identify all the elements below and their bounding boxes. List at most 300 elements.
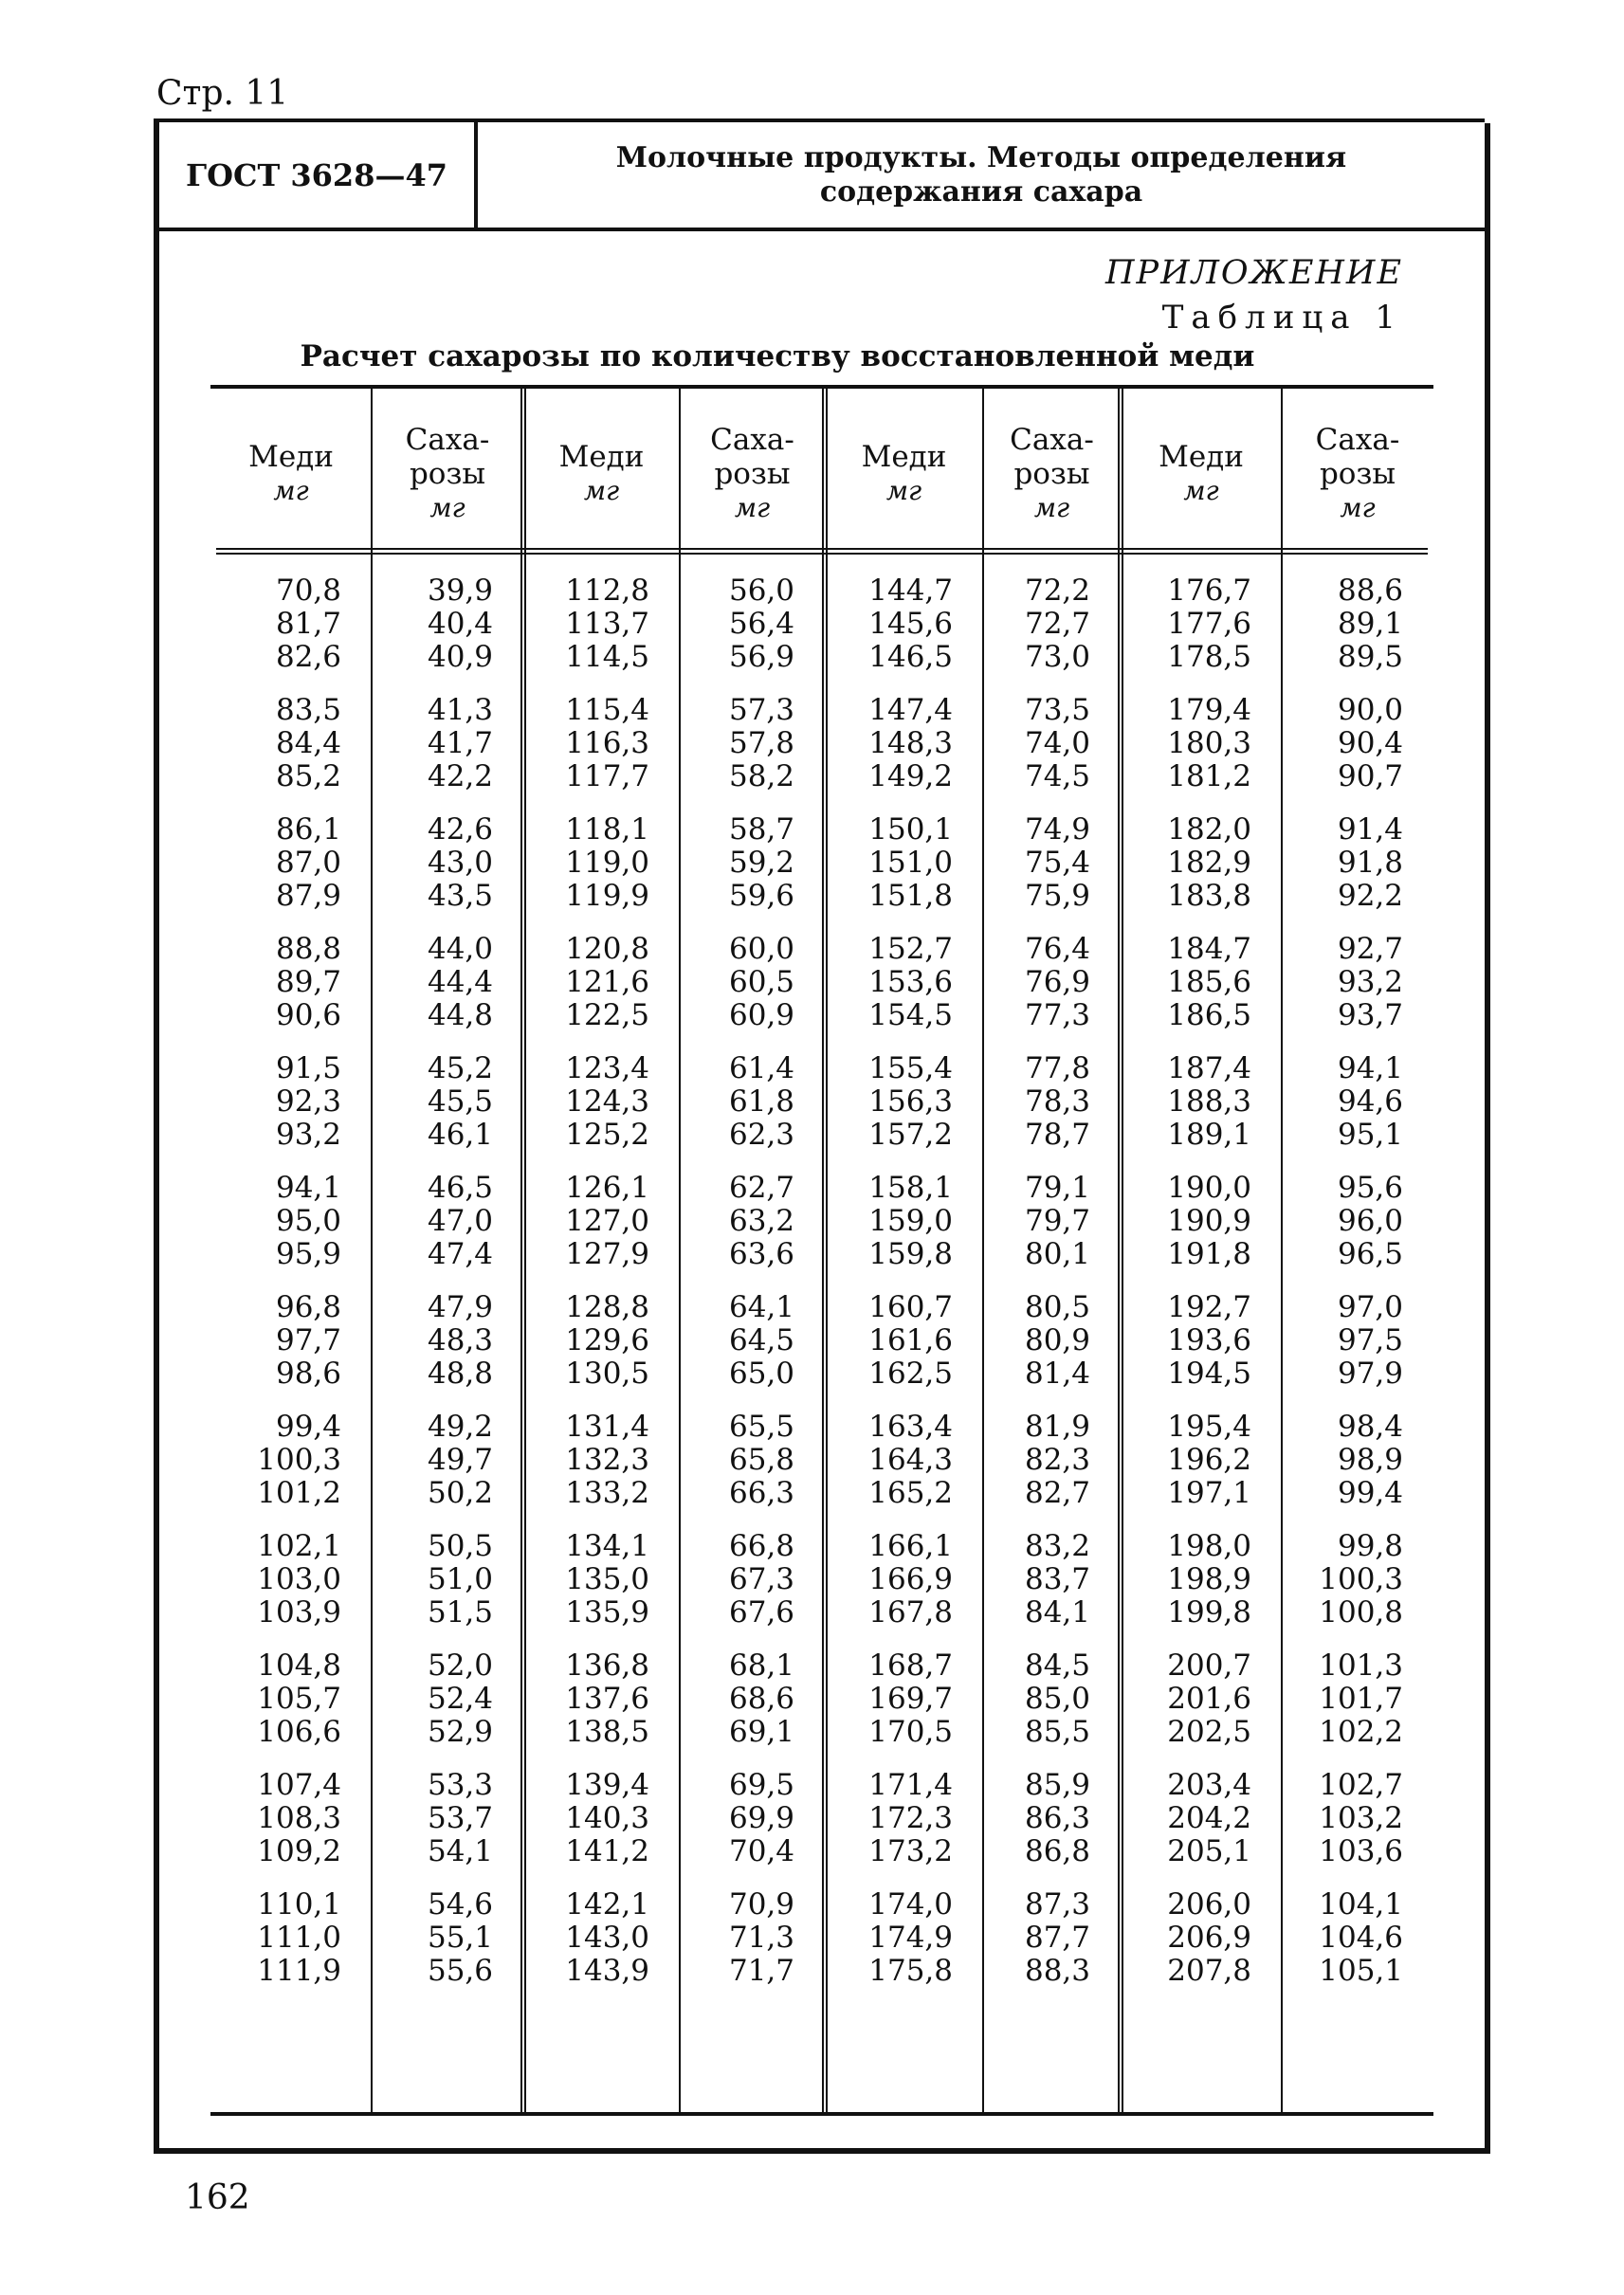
copper-value: 97,7 <box>275 1323 341 1357</box>
row-group <box>210 1769 341 1868</box>
copper-value: 156,3 <box>868 1084 953 1119</box>
sucrose-value: 47,0 <box>427 1204 493 1238</box>
sucrose-value: 41,7 <box>427 726 493 760</box>
header-label: Меди <box>1159 440 1244 474</box>
sucrose-value: 52,0 <box>427 1648 493 1683</box>
row-group <box>210 1291 341 1391</box>
header-unit: мг <box>273 475 309 506</box>
copper-value: 98,6 <box>275 1357 341 1391</box>
sucrose-header <box>680 408 825 540</box>
row-group <box>210 1649 341 1749</box>
sucrose-value: 74,0 <box>1024 726 1090 760</box>
row-group <box>523 933 649 1032</box>
sucrose-column <box>680 574 794 2008</box>
header-label: Меди <box>248 440 334 474</box>
row-group <box>680 1291 794 1391</box>
row-group <box>1121 574 1251 674</box>
sucrose-value: 80,9 <box>1024 1323 1090 1357</box>
row-group <box>1121 1172 1251 1271</box>
copper-value: 113,7 <box>565 607 649 641</box>
row-group <box>523 1530 649 1630</box>
row-group <box>680 933 794 1032</box>
sucrose-value: 93,2 <box>1337 965 1403 999</box>
sucrose-value: 66,3 <box>728 1476 794 1510</box>
row-group <box>372 933 493 1032</box>
sucrose-value: 88,6 <box>1337 574 1403 608</box>
sucrose-value: 99,4 <box>1337 1476 1403 1510</box>
copper-value: 182,0 <box>1167 812 1251 847</box>
copper-value: 184,7 <box>1167 932 1251 966</box>
copper-value: 153,6 <box>868 965 953 999</box>
sucrose-value: 96,5 <box>1337 1237 1403 1271</box>
copper-value: 152,7 <box>868 932 953 966</box>
sucrose-value: 69,5 <box>728 1768 794 1802</box>
copper-value: 129,6 <box>565 1323 649 1357</box>
sucrose-value: 49,2 <box>427 1410 493 1444</box>
sucrose-value: 39,9 <box>427 574 493 608</box>
sucrose-value: 84,5 <box>1024 1648 1090 1683</box>
copper-header <box>825 408 983 540</box>
copper-value: 81,7 <box>275 607 341 641</box>
row-group <box>680 1411 794 1510</box>
row-group <box>1121 1291 1251 1391</box>
row-group <box>1121 1411 1251 1510</box>
sucrose-value: 93,7 <box>1337 998 1403 1032</box>
copper-value: 177,6 <box>1167 607 1251 641</box>
header-unit: мг <box>885 475 922 506</box>
sucrose-value: 60,9 <box>728 998 794 1032</box>
copper-value: 88,8 <box>275 932 341 966</box>
copper-value: 172,3 <box>868 1801 953 1835</box>
copper-value: 205,1 <box>1167 1834 1251 1868</box>
copper-value: 101,2 <box>257 1476 341 1510</box>
sucrose-value: 83,7 <box>1024 1562 1090 1596</box>
sucrose-value: 47,4 <box>427 1237 493 1271</box>
page-label: Стр. 11 <box>156 74 289 113</box>
sucrose-value: 50,2 <box>427 1476 493 1510</box>
copper-value: 141,2 <box>565 1834 649 1868</box>
header-label: Саха- <box>1315 423 1400 457</box>
header-label: розы <box>1319 457 1396 491</box>
copper-value: 180,3 <box>1167 726 1251 760</box>
row-group <box>210 574 341 674</box>
sucrose-value: 100,8 <box>1319 1595 1403 1630</box>
copper-value: 171,4 <box>868 1768 953 1802</box>
sucrose-value: 100,3 <box>1319 1562 1403 1596</box>
row-group <box>523 574 649 674</box>
copper-column <box>825 574 953 2008</box>
row-group <box>825 1172 953 1271</box>
row-group <box>523 1052 649 1152</box>
row-group <box>523 1411 649 1510</box>
sucrose-value: 69,1 <box>728 1715 794 1749</box>
copper-value: 192,7 <box>1167 1290 1251 1324</box>
sucrose-value: 76,9 <box>1024 965 1090 999</box>
copper-value: 193,6 <box>1167 1323 1251 1357</box>
sucrose-header <box>372 408 523 540</box>
copper-value: 133,2 <box>565 1476 649 1510</box>
copper-value: 204,2 <box>1167 1801 1251 1835</box>
sucrose-value: 82,7 <box>1024 1476 1090 1510</box>
header-label: розы <box>409 457 486 491</box>
copper-value: 104,8 <box>257 1648 341 1683</box>
row-group <box>983 1291 1090 1391</box>
row-group <box>372 813 493 913</box>
row-group <box>825 1888 953 1988</box>
copper-value: 199,8 <box>1167 1595 1251 1630</box>
copper-value: 122,5 <box>565 998 649 1032</box>
sucrose-value: 78,3 <box>1024 1084 1090 1119</box>
copper-value: 198,9 <box>1167 1562 1251 1596</box>
sucrose-value: 97,0 <box>1337 1290 1403 1324</box>
row-group <box>1282 574 1403 674</box>
copper-value: 87,9 <box>275 879 341 913</box>
sucrose-value: 45,5 <box>427 1084 493 1119</box>
sucrose-value: 85,5 <box>1024 1715 1090 1749</box>
copper-value: 178,5 <box>1167 640 1251 674</box>
header-label: Меди <box>558 440 645 474</box>
sucrose-value: 51,5 <box>427 1595 493 1630</box>
copper-value: 86,1 <box>275 812 341 847</box>
copper-value: 190,0 <box>1167 1171 1251 1205</box>
sucrose-value: 73,0 <box>1024 640 1090 674</box>
row-group <box>1282 1888 1403 1988</box>
sucrose-value: 87,7 <box>1024 1921 1090 1955</box>
row-group <box>210 1530 341 1630</box>
copper-value: 154,5 <box>868 998 953 1032</box>
sucrose-value: 58,7 <box>728 812 794 847</box>
row-group <box>1121 1530 1251 1630</box>
row-group <box>1282 933 1403 1032</box>
sucrose-value: 68,1 <box>728 1648 794 1683</box>
row-group <box>825 574 953 674</box>
copper-value: 162,5 <box>868 1357 953 1391</box>
sucrose-value: 84,1 <box>1024 1595 1090 1630</box>
sucrose-value: 53,7 <box>427 1801 493 1835</box>
copper-value: 128,8 <box>565 1290 649 1324</box>
row-group <box>1282 1530 1403 1630</box>
sucrose-value: 57,8 <box>728 726 794 760</box>
row-group <box>680 1530 794 1630</box>
copper-value: 137,6 <box>565 1682 649 1716</box>
sucrose-value: 65,8 <box>728 1443 794 1477</box>
row-group <box>825 933 953 1032</box>
sucrose-value: 41,3 <box>427 693 493 727</box>
copper-header <box>523 408 680 540</box>
row-group <box>1282 694 1403 793</box>
header-unit: мг <box>1340 492 1376 523</box>
row-group <box>372 1769 493 1868</box>
copper-value: 174,9 <box>868 1921 953 1955</box>
copper-value: 121,6 <box>565 965 649 999</box>
sucrose-value: 56,4 <box>728 607 794 641</box>
sucrose-value: 43,0 <box>427 846 493 880</box>
row-group <box>825 813 953 913</box>
copper-value: 131,4 <box>565 1410 649 1444</box>
row-group <box>1121 813 1251 913</box>
sucrose-value: 74,9 <box>1024 812 1090 847</box>
copper-value: 194,5 <box>1167 1357 1251 1391</box>
row-group <box>825 1530 953 1630</box>
copper-value: 83,5 <box>275 693 341 727</box>
copper-value: 170,5 <box>868 1715 953 1749</box>
sucrose-value: 59,2 <box>728 846 794 880</box>
row-group <box>680 813 794 913</box>
copper-value: 123,4 <box>565 1051 649 1085</box>
copper-value: 120,8 <box>565 932 649 966</box>
sucrose-value: 97,5 <box>1337 1323 1403 1357</box>
header-unit: мг <box>429 492 465 523</box>
sucrose-value: 91,4 <box>1337 812 1403 847</box>
document-title <box>478 122 1485 228</box>
copper-value: 136,8 <box>565 1648 649 1683</box>
copper-value: 95,9 <box>275 1237 341 1271</box>
sucrose-value: 96,0 <box>1337 1204 1403 1238</box>
sucrose-value: 90,7 <box>1337 759 1403 793</box>
sucrose-value: 54,6 <box>427 1887 493 1922</box>
sucrose-value: 75,4 <box>1024 846 1090 880</box>
row-group <box>1121 1769 1251 1868</box>
standard-code: ГОСТ 3628—47 <box>159 122 478 228</box>
sucrose-value: 98,4 <box>1337 1410 1403 1444</box>
copper-value: 185,6 <box>1167 965 1251 999</box>
copper-value: 96,8 <box>275 1290 341 1324</box>
row-group <box>983 1052 1090 1152</box>
sucrose-value: 97,9 <box>1337 1357 1403 1391</box>
sucrose-value: 44,8 <box>427 998 493 1032</box>
sucrose-value: 83,2 <box>1024 1529 1090 1563</box>
copper-value: 95,0 <box>275 1204 341 1238</box>
row-group <box>210 1052 341 1152</box>
copper-value: 151,8 <box>868 879 953 913</box>
sucrose-value: 78,7 <box>1024 1118 1090 1152</box>
row-group <box>1282 1411 1403 1510</box>
sucrose-value: 71,3 <box>728 1921 794 1955</box>
copper-value: 114,5 <box>565 640 649 674</box>
copper-value: 190,9 <box>1167 1204 1251 1238</box>
sucrose-header <box>983 408 1121 540</box>
copper-value: 135,0 <box>565 1562 649 1596</box>
copper-value: 174,0 <box>868 1887 953 1922</box>
sucrose-value: 90,4 <box>1337 726 1403 760</box>
sucrose-value: 52,9 <box>427 1715 493 1749</box>
copper-value: 94,1 <box>275 1171 341 1205</box>
sucrose-value: 53,3 <box>427 1768 493 1802</box>
copper-value: 111,0 <box>257 1921 341 1955</box>
sucrose-value: 58,2 <box>728 759 794 793</box>
row-group <box>1282 813 1403 913</box>
sucrose-value: 63,2 <box>728 1204 794 1238</box>
sucrose-value: 75,9 <box>1024 879 1090 913</box>
sucrose-value: 77,3 <box>1024 998 1090 1032</box>
sucrose-value: 46,1 <box>427 1118 493 1152</box>
copper-value: 87,0 <box>275 846 341 880</box>
copper-value: 206,9 <box>1167 1921 1251 1955</box>
row-group <box>523 1172 649 1271</box>
row-group <box>825 1411 953 1510</box>
row-group <box>680 694 794 793</box>
sucrose-value: 60,0 <box>728 932 794 966</box>
sucrose-value: 70,9 <box>728 1887 794 1922</box>
sucrose-value: 48,3 <box>427 1323 493 1357</box>
copper-value: 105,7 <box>257 1682 341 1716</box>
header-label: Саха- <box>405 423 490 457</box>
sucrose-value: 44,0 <box>427 932 493 966</box>
header-unit: мг <box>734 492 771 523</box>
row-group <box>523 813 649 913</box>
sucrose-value: 91,8 <box>1337 846 1403 880</box>
sucrose-value: 40,4 <box>427 607 493 641</box>
header-label: Саха- <box>1010 423 1094 457</box>
sucrose-value: 88,3 <box>1024 1954 1090 1988</box>
header-label: Саха- <box>710 423 794 457</box>
copper-value: 143,0 <box>565 1921 649 1955</box>
copper-value: 135,9 <box>565 1595 649 1630</box>
sucrose-value: 69,9 <box>728 1801 794 1835</box>
copper-value: 151,0 <box>868 846 953 880</box>
copper-value: 183,8 <box>1167 879 1251 913</box>
frame-left-rule <box>154 118 159 2154</box>
row-group <box>983 694 1090 793</box>
row-group <box>210 1172 341 1271</box>
sucrose-value: 102,7 <box>1319 1768 1403 1802</box>
row-group <box>372 1888 493 1988</box>
row-group <box>825 1649 953 1749</box>
copper-value: 186,5 <box>1167 998 1251 1032</box>
row-group <box>210 813 341 913</box>
copper-value: 167,8 <box>868 1595 953 1630</box>
sucrose-value: 72,2 <box>1024 574 1090 608</box>
copper-value: 163,4 <box>868 1410 953 1444</box>
row-group <box>983 1769 1090 1868</box>
row-group <box>210 1411 341 1510</box>
row-group <box>1282 1291 1403 1391</box>
sucrose-value: 73,5 <box>1024 693 1090 727</box>
copper-value: 130,5 <box>565 1357 649 1391</box>
sucrose-value: 94,1 <box>1337 1051 1403 1085</box>
sucrose-header <box>1282 408 1433 540</box>
sucrose-value: 50,5 <box>427 1529 493 1563</box>
row-group <box>680 1769 794 1868</box>
row-group <box>210 1888 341 1988</box>
copper-value: 91,5 <box>275 1051 341 1085</box>
sucrose-value: 86,8 <box>1024 1834 1090 1868</box>
table-number: Таблица 1 <box>1161 299 1403 337</box>
sucrose-value: 64,1 <box>728 1290 794 1324</box>
row-group <box>983 574 1090 674</box>
sucrose-value: 74,5 <box>1024 759 1090 793</box>
sucrose-value: 72,7 <box>1024 607 1090 641</box>
row-group <box>372 1291 493 1391</box>
sucrose-value: 44,4 <box>427 965 493 999</box>
copper-value: 200,7 <box>1167 1648 1251 1683</box>
copper-value: 90,6 <box>275 998 341 1032</box>
copper-value: 189,1 <box>1167 1118 1251 1152</box>
sucrose-value: 65,0 <box>728 1357 794 1391</box>
sucrose-value: 54,1 <box>427 1834 493 1868</box>
copper-value: 181,2 <box>1167 759 1251 793</box>
copper-value: 207,8 <box>1167 1954 1251 1988</box>
row-group <box>680 1052 794 1152</box>
row-group <box>1282 1649 1403 1749</box>
row-group <box>372 1052 493 1152</box>
appendix-title: ПРИЛОЖЕНИЕ <box>1105 254 1403 292</box>
document-title-line-2: содержания сахара <box>819 174 1143 209</box>
row-group <box>372 1411 493 1510</box>
sucrose-value: 99,8 <box>1337 1529 1403 1563</box>
row-group <box>825 1291 953 1391</box>
sucrose-value: 70,4 <box>728 1834 794 1868</box>
copper-value: 111,9 <box>257 1954 341 1988</box>
sucrose-column <box>1282 574 1403 2008</box>
sucrose-value: 95,1 <box>1337 1118 1403 1152</box>
sucrose-value: 51,0 <box>427 1562 493 1596</box>
row-group <box>1121 694 1251 793</box>
copper-value: 103,9 <box>257 1595 341 1630</box>
row-group <box>983 1530 1090 1630</box>
row-group <box>1282 1172 1403 1271</box>
sucrose-value: 40,9 <box>427 640 493 674</box>
sucrose-value: 80,5 <box>1024 1290 1090 1324</box>
copper-value: 201,6 <box>1167 1682 1251 1716</box>
sucrose-value: 85,9 <box>1024 1768 1090 1802</box>
copper-value: 103,0 <box>257 1562 341 1596</box>
copper-value: 112,8 <box>565 574 649 608</box>
copper-value: 109,2 <box>257 1834 341 1868</box>
sucrose-value: 65,5 <box>728 1410 794 1444</box>
sucrose-value: 47,9 <box>427 1290 493 1324</box>
row-group <box>680 574 794 674</box>
sucrose-value: 71,7 <box>728 1954 794 1988</box>
sucrose-value: 56,0 <box>728 574 794 608</box>
copper-value: 119,0 <box>565 846 649 880</box>
row-group <box>983 933 1090 1032</box>
row-group <box>372 1172 493 1271</box>
sucrose-value: 68,6 <box>728 1682 794 1716</box>
copper-value: 164,3 <box>868 1443 953 1477</box>
sucrose-value: 104,6 <box>1319 1921 1403 1955</box>
sucrose-value: 67,6 <box>728 1595 794 1630</box>
sucrose-value: 80,1 <box>1024 1237 1090 1271</box>
sucrose-value: 43,5 <box>427 879 493 913</box>
copper-column <box>210 574 341 2008</box>
copper-value: 157,2 <box>868 1118 953 1152</box>
header-unit: мг <box>1033 492 1070 523</box>
copper-value: 188,3 <box>1167 1084 1251 1119</box>
copper-value: 100,3 <box>257 1443 341 1477</box>
copper-value: 124,3 <box>565 1084 649 1119</box>
copper-value: 99,4 <box>275 1410 341 1444</box>
copper-value: 168,7 <box>868 1648 953 1683</box>
copper-value: 106,6 <box>257 1715 341 1749</box>
copper-value: 148,3 <box>868 726 953 760</box>
row-group <box>372 1649 493 1749</box>
copper-value: 108,3 <box>257 1801 341 1835</box>
copper-value: 102,1 <box>257 1529 341 1563</box>
copper-value: 126,1 <box>565 1171 649 1205</box>
sucrose-value: 95,6 <box>1337 1171 1403 1205</box>
sucrose-value: 42,2 <box>427 759 493 793</box>
copper-value: 70,8 <box>275 574 341 608</box>
copper-value: 118,1 <box>565 812 649 847</box>
sucrose-value: 81,9 <box>1024 1410 1090 1444</box>
copper-value: 93,2 <box>275 1118 341 1152</box>
copper-value: 195,4 <box>1167 1410 1251 1444</box>
row-group <box>825 694 953 793</box>
copper-value: 127,0 <box>565 1204 649 1238</box>
sucrose-value: 59,6 <box>728 879 794 913</box>
copper-value: 206,0 <box>1167 1887 1251 1922</box>
